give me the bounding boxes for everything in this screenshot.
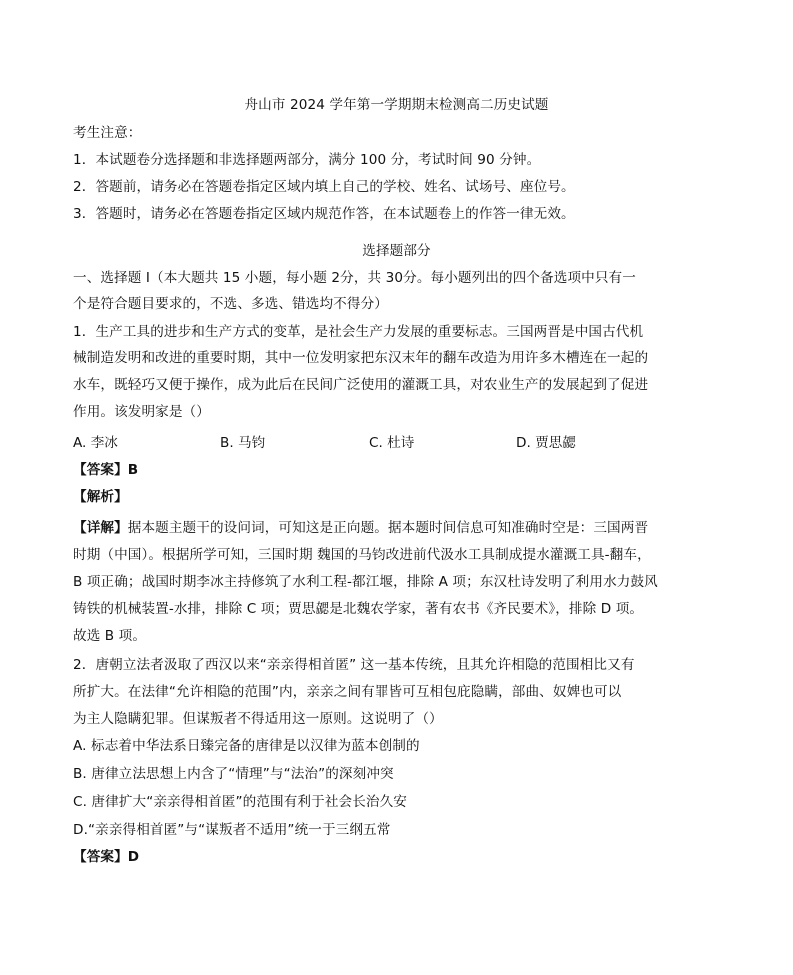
q1-answer-value: B bbox=[127, 462, 139, 478]
q1-answer bbox=[73, 460, 138, 480]
notice-item-1: 1．本试题卷分选择题和非选择题两部分，满分 100 分，考试时间 90 分钟。 bbox=[73, 152, 541, 168]
section-intro-line-1: 一、选择题 I（本大题共 15 小题，每小题 2分，共 30分。每小题列出的四个备选项中只有一 bbox=[73, 270, 636, 286]
q1-detail-line-3: B 项正确；战国时期李冰主持修筑了水利工程-都江堰，排除 A 项；东汉杜诗发明了利用水力鼓风 bbox=[73, 574, 658, 590]
q1-stem-line-1: 1．生产工具的进步和生产方式的变革，是社会生产力发展的重要标志。三国两晋是中国古代机 bbox=[73, 324, 644, 340]
q2-stem-line-1: 2．唐朝立法者汲取了西汉以来“亲亲得相首匿” 这一基本传统，且其允许相隐的范围相比又有 bbox=[73, 657, 635, 673]
exam-title: 舟山市 2024 学年第一学期期末检测高二历史试题 bbox=[244, 97, 549, 113]
q2-option-d: D.“亲亲得相首匿”与“谋叛者不适用”统一于三纲五常 bbox=[73, 822, 391, 838]
q1-detail-text-1: 据本题主题干的设问词，可知这是正向题。据本题时间信息可知准确时空是：三国两晋 bbox=[127, 520, 649, 536]
q2-stem-line-2: 所扩大。在法律“允许相隐的范围”内，亲亲之间有罪皆可互相包庇隐瞒，部曲、奴婢也可以 bbox=[73, 684, 622, 700]
q1-analysis-tag: 【解析】 bbox=[73, 489, 128, 505]
notice-heading: 考生注意： bbox=[73, 125, 142, 141]
q1-stem-line-4: 作用。该发明家是（） bbox=[73, 404, 210, 420]
q2-option-b: B. 唐律立法思想上内含了“情理”与“法治”的深刻冲突 bbox=[73, 766, 394, 782]
q1-detail-line-4: 铸铁的机械装置-水排，排除 C 项；贾思勰是北魏农学家，著有农书《齐民要术》，排除 D 项。 bbox=[73, 601, 644, 617]
q1-option-c: C. 杜诗 bbox=[369, 435, 415, 451]
section-title: 选择题部分 bbox=[362, 243, 431, 259]
q2-answer bbox=[73, 847, 139, 867]
q1-answer-tag: 【答案】 bbox=[73, 462, 128, 478]
q2-answer-value: D bbox=[127, 849, 140, 865]
notice-item-3: 3．答题时，请务必在答题卷指定区域内规范作答，在本试题卷上的作答一律无效。 bbox=[73, 206, 575, 222]
q1-detail-line-2: 时期（中国）。根据所学可知，三国时期 魏国的马钧改进前代汲水工具制成提水灌溉工具-翻车， bbox=[73, 547, 651, 563]
q1-detail-line-1 bbox=[73, 518, 648, 538]
section-intro-line-2: 个是符合题目要求的，不选、多选、错选均不得分） bbox=[73, 296, 388, 312]
q2-option-a: A. 标志着中华法系日臻完备的唐律是以汉律为蓝本创制的 bbox=[73, 738, 420, 754]
q1-detail-tag: 【详解】 bbox=[73, 520, 128, 536]
q2-answer-tag: 【答案】 bbox=[73, 849, 128, 865]
q1-option-d: D. 贾思勰 bbox=[516, 435, 576, 451]
q1-stem-line-2: 械制造发明和改进的重要时期，其中一位发明家把东汉末年的翻车改造为用许多木槽连在一起的 bbox=[73, 350, 649, 366]
q2-option-c: C. 唐律扩大“亲亲得相首匿”的范围有利于社会长治久安 bbox=[73, 794, 407, 810]
q2-stem-line-3: 为主人隐瞒犯罪。但谋叛者不得适用这一原则。这说明了（） bbox=[73, 711, 443, 727]
q1-option-a: A. 李冰 bbox=[73, 435, 118, 451]
q1-option-b: B. 马钧 bbox=[220, 435, 266, 451]
q1-stem-line-3: 水车，既轻巧又便于操作，成为此后在民间广泛使用的灌溉工具，对农业生产的发展起到了促进 bbox=[73, 377, 649, 393]
notice-item-2: 2．答题前，请务必在答题卷指定区域内填上自己的学校、姓名、试场号、座位号。 bbox=[73, 179, 575, 195]
q1-detail-line-5: 故选 B 项。 bbox=[73, 628, 147, 644]
